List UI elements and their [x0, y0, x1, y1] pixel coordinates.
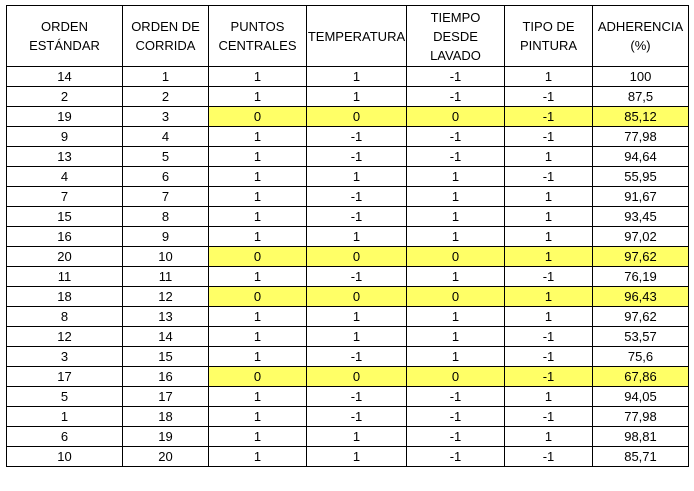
cell-adherencia: 94,64 — [593, 147, 689, 167]
cell-orden-de-corrida: 16 — [123, 367, 209, 387]
cell-tiempo-desde-lavado: 1 — [407, 167, 505, 187]
cell-puntos-centrales: 1 — [209, 307, 307, 327]
cell-orden-estandar: 20 — [7, 247, 123, 267]
cell-temperatura: 0 — [307, 247, 407, 267]
cell-tipo-de-pintura: -1 — [505, 167, 593, 187]
cell-tiempo-desde-lavado: -1 — [407, 87, 505, 107]
cell-orden-de-corrida: 1 — [123, 67, 209, 87]
cell-orden-estandar: 1 — [7, 407, 123, 427]
cell-orden-de-corrida: 18 — [123, 407, 209, 427]
cell-adherencia: 91,67 — [593, 187, 689, 207]
cell-orden-estandar: 14 — [7, 67, 123, 87]
cell-tiempo-desde-lavado: 0 — [407, 367, 505, 387]
table-row — [7, 387, 689, 407]
table-row — [7, 307, 689, 327]
cell-tipo-de-pintura: 1 — [505, 247, 593, 267]
cell-tiempo-desde-lavado: 0 — [407, 107, 505, 127]
cell-orden-de-corrida: 4 — [123, 127, 209, 147]
cell-temperatura: 0 — [307, 367, 407, 387]
cell-tipo-de-pintura: -1 — [505, 407, 593, 427]
cell-adherencia: 77,98 — [593, 407, 689, 427]
cell-orden-de-corrida: 2 — [123, 87, 209, 107]
cell-tipo-de-pintura: 1 — [505, 427, 593, 447]
cell-orden-de-corrida: 6 — [123, 167, 209, 187]
cell-orden-estandar: 18 — [7, 287, 123, 307]
cell-adherencia: 67,86 — [593, 367, 689, 387]
header-puntos-centrales: PUNTOS CENTRALES — [209, 6, 307, 67]
cell-orden-de-corrida: 11 — [123, 267, 209, 287]
cell-orden-estandar: 9 — [7, 127, 123, 147]
cell-adherencia: 97,02 — [593, 227, 689, 247]
cell-tipo-de-pintura: -1 — [505, 267, 593, 287]
cell-tiempo-desde-lavado: 1 — [407, 187, 505, 207]
cell-orden-de-corrida: 7 — [123, 187, 209, 207]
cell-tipo-de-pintura: -1 — [505, 347, 593, 367]
cell-temperatura: -1 — [307, 387, 407, 407]
cell-temperatura: 0 — [307, 107, 407, 127]
table-row — [7, 187, 689, 207]
cell-tipo-de-pintura: 1 — [505, 307, 593, 327]
cell-orden-estandar: 5 — [7, 387, 123, 407]
cell-orden-de-corrida: 12 — [123, 287, 209, 307]
cell-adherencia: 96,43 — [593, 287, 689, 307]
cell-puntos-centrales: 1 — [209, 267, 307, 287]
table-row — [7, 427, 689, 447]
table-row — [7, 347, 689, 367]
cell-tipo-de-pintura: 1 — [505, 147, 593, 167]
cell-puntos-centrales: 0 — [209, 107, 307, 127]
cell-tipo-de-pintura: 1 — [505, 287, 593, 307]
cell-orden-de-corrida: 9 — [123, 227, 209, 247]
cell-tipo-de-pintura: -1 — [505, 447, 593, 467]
cell-temperatura: -1 — [307, 347, 407, 367]
cell-tiempo-desde-lavado: -1 — [407, 67, 505, 87]
cell-adherencia: 76,19 — [593, 267, 689, 287]
cell-adherencia: 77,98 — [593, 127, 689, 147]
cell-adherencia: 97,62 — [593, 307, 689, 327]
cell-tiempo-desde-lavado: -1 — [407, 387, 505, 407]
cell-orden-de-corrida: 17 — [123, 387, 209, 407]
cell-tipo-de-pintura: 1 — [505, 387, 593, 407]
table-row — [7, 167, 689, 187]
cell-tipo-de-pintura: -1 — [505, 367, 593, 387]
cell-orden-de-corrida: 14 — [123, 327, 209, 347]
cell-orden-estandar: 15 — [7, 207, 123, 227]
cell-temperatura: 1 — [307, 227, 407, 247]
cell-orden-estandar: 6 — [7, 427, 123, 447]
cell-puntos-centrales: 1 — [209, 87, 307, 107]
cell-adherencia: 97,62 — [593, 247, 689, 267]
header-orden-estandar: ORDEN ESTÁNDAR — [7, 6, 123, 67]
table-row — [7, 87, 689, 107]
cell-orden-estandar: 11 — [7, 267, 123, 287]
table-row — [7, 287, 689, 307]
table-body — [7, 67, 689, 467]
cell-temperatura: -1 — [307, 207, 407, 227]
cell-puntos-centrales: 1 — [209, 427, 307, 447]
cell-puntos-centrales: 1 — [209, 327, 307, 347]
table-row — [7, 107, 689, 127]
cell-tipo-de-pintura: -1 — [505, 327, 593, 347]
cell-adherencia: 75,6 — [593, 347, 689, 367]
cell-temperatura: -1 — [307, 187, 407, 207]
cell-tiempo-desde-lavado: 1 — [407, 307, 505, 327]
cell-temperatura: 1 — [307, 427, 407, 447]
cell-temperatura: 0 — [307, 287, 407, 307]
cell-puntos-centrales: 1 — [209, 127, 307, 147]
cell-tipo-de-pintura: 1 — [505, 187, 593, 207]
header-tiempo-desde-lavado: TIEMPO DESDE LAVADO — [407, 6, 505, 67]
cell-tiempo-desde-lavado: -1 — [407, 447, 505, 467]
cell-puntos-centrales: 1 — [209, 67, 307, 87]
cell-adherencia: 100 — [593, 67, 689, 87]
cell-orden-estandar: 2 — [7, 87, 123, 107]
cell-tiempo-desde-lavado: 1 — [407, 327, 505, 347]
header-orden-de-corrida: ORDEN DE CORRIDA — [123, 6, 209, 67]
table-row — [7, 447, 689, 467]
cell-orden-de-corrida: 20 — [123, 447, 209, 467]
cell-tiempo-desde-lavado: 0 — [407, 247, 505, 267]
cell-puntos-centrales: 0 — [209, 287, 307, 307]
experiment-design-table — [6, 5, 689, 467]
cell-temperatura: 1 — [307, 167, 407, 187]
header-row — [7, 6, 689, 67]
cell-temperatura: -1 — [307, 147, 407, 167]
cell-adherencia: 85,71 — [593, 447, 689, 467]
cell-orden-estandar: 17 — [7, 367, 123, 387]
cell-temperatura: -1 — [307, 407, 407, 427]
cell-adherencia: 93,45 — [593, 207, 689, 227]
cell-temperatura: -1 — [307, 127, 407, 147]
table-row — [7, 247, 689, 267]
cell-puntos-centrales: 1 — [209, 187, 307, 207]
cell-temperatura: 1 — [307, 67, 407, 87]
cell-orden-estandar: 19 — [7, 107, 123, 127]
cell-adherencia: 94,05 — [593, 387, 689, 407]
cell-adherencia: 53,57 — [593, 327, 689, 347]
cell-tiempo-desde-lavado: -1 — [407, 427, 505, 447]
cell-tiempo-desde-lavado: -1 — [407, 147, 505, 167]
cell-puntos-centrales: 0 — [209, 367, 307, 387]
cell-puntos-centrales: 1 — [209, 447, 307, 467]
cell-orden-estandar: 16 — [7, 227, 123, 247]
cell-temperatura: 1 — [307, 307, 407, 327]
cell-tipo-de-pintura: 1 — [505, 227, 593, 247]
cell-temperatura: 1 — [307, 447, 407, 467]
header-tipo-de-pintura: TIPO DE PINTURA — [505, 6, 593, 67]
cell-puntos-centrales: 1 — [209, 227, 307, 247]
cell-tiempo-desde-lavado: -1 — [407, 407, 505, 427]
table-row — [7, 147, 689, 167]
cell-orden-de-corrida: 8 — [123, 207, 209, 227]
cell-orden-de-corrida: 10 — [123, 247, 209, 267]
cell-orden-de-corrida: 15 — [123, 347, 209, 367]
cell-adherencia: 55,95 — [593, 167, 689, 187]
table-row — [7, 267, 689, 287]
cell-puntos-centrales: 0 — [209, 247, 307, 267]
cell-puntos-centrales: 1 — [209, 147, 307, 167]
cell-tiempo-desde-lavado: -1 — [407, 127, 505, 147]
cell-puntos-centrales: 1 — [209, 347, 307, 367]
cell-adherencia: 98,81 — [593, 427, 689, 447]
cell-puntos-centrales: 1 — [209, 387, 307, 407]
cell-adherencia: 87,5 — [593, 87, 689, 107]
cell-orden-estandar: 13 — [7, 147, 123, 167]
cell-orden-de-corrida: 19 — [123, 427, 209, 447]
cell-orden-estandar: 7 — [7, 187, 123, 207]
cell-tiempo-desde-lavado: 1 — [407, 207, 505, 227]
cell-tiempo-desde-lavado: 1 — [407, 347, 505, 367]
cell-temperatura: 1 — [307, 327, 407, 347]
table-row — [7, 67, 689, 87]
cell-puntos-centrales: 1 — [209, 407, 307, 427]
header-adherencia: ADHERENCIA (%) — [593, 6, 689, 67]
cell-orden-estandar: 4 — [7, 167, 123, 187]
cell-tipo-de-pintura: 1 — [505, 207, 593, 227]
cell-orden-de-corrida: 3 — [123, 107, 209, 127]
cell-tipo-de-pintura: -1 — [505, 127, 593, 147]
header-temperatura: TEMPERATURA — [307, 6, 407, 67]
cell-orden-estandar: 3 — [7, 347, 123, 367]
table-row — [7, 367, 689, 387]
table-row — [7, 227, 689, 247]
table-row — [7, 407, 689, 427]
cell-orden-estandar: 12 — [7, 327, 123, 347]
cell-temperatura: 1 — [307, 87, 407, 107]
cell-adherencia: 85,12 — [593, 107, 689, 127]
cell-tipo-de-pintura: -1 — [505, 87, 593, 107]
table-row — [7, 127, 689, 147]
cell-tiempo-desde-lavado: 1 — [407, 267, 505, 287]
cell-tipo-de-pintura: 1 — [505, 67, 593, 87]
table-row — [7, 207, 689, 227]
cell-puntos-centrales: 1 — [209, 207, 307, 227]
cell-tipo-de-pintura: -1 — [505, 107, 593, 127]
cell-temperatura: -1 — [307, 267, 407, 287]
table-row — [7, 327, 689, 347]
cell-orden-de-corrida: 13 — [123, 307, 209, 327]
cell-tiempo-desde-lavado: 1 — [407, 227, 505, 247]
cell-puntos-centrales: 1 — [209, 167, 307, 187]
cell-orden-estandar: 10 — [7, 447, 123, 467]
cell-tiempo-desde-lavado: 0 — [407, 287, 505, 307]
cell-orden-estandar: 8 — [7, 307, 123, 327]
cell-orden-de-corrida: 5 — [123, 147, 209, 167]
